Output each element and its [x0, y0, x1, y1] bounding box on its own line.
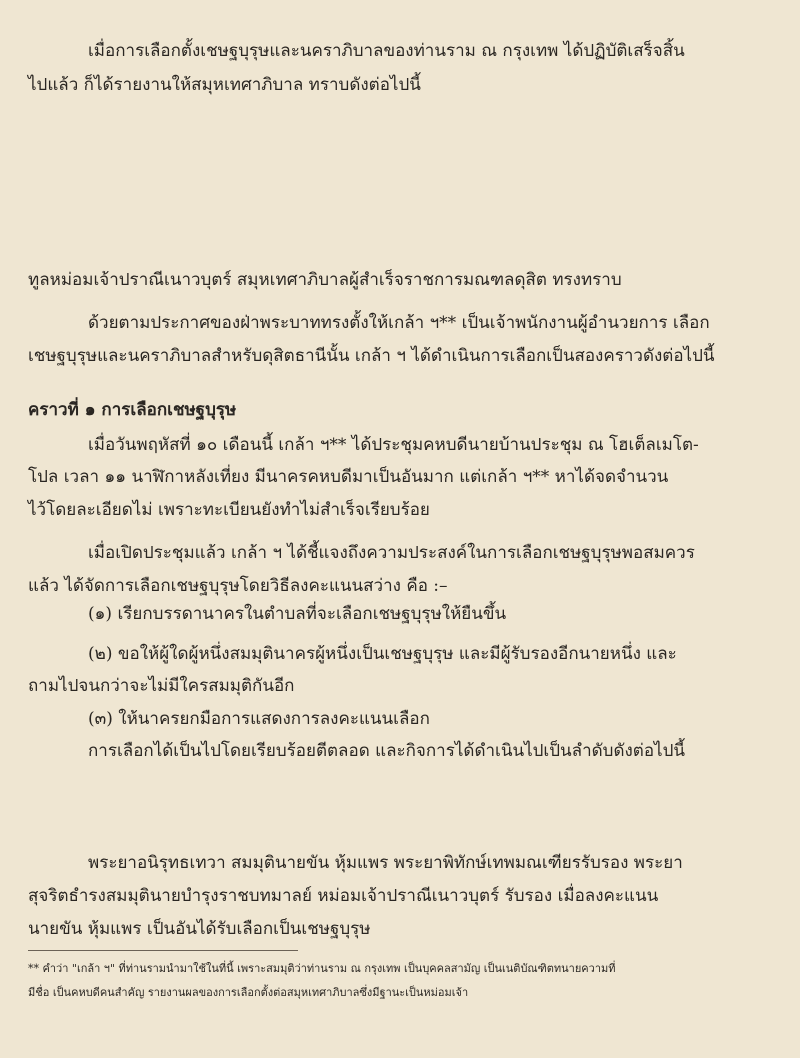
para1-line-1: ด้วยตามประกาศของฝ่าพระบาททรงตั้งให้เกล้า ฯ** เป็นเจ้าพนักงานผู้อำนวยการ เลือก — [88, 313, 710, 333]
step-2-line-1: (๒) ขอให้ผู้ใดผู้หนึ่งสมมุตินาครผู้หนึ่งเป็นเชษฐบุรุษ และมีผู้รับรองอีกนายหนึ่ง และ — [88, 644, 677, 664]
section2-heading — [0, 798, 800, 824]
step-2-line-2: ถามไปจนกว่าจะไม่มีใครสมมุติกันอีก — [28, 676, 295, 696]
report-address-2 — [0, 190, 800, 216]
report-date — [0, 229, 800, 255]
page-number — [0, 1022, 800, 1048]
para5-line-1: พระยาอนิรุทธเทวา สมมุตินายขัน หุ้มแพร พระยาพิทักษ์เทพมณเฑียรรับรอง พระยา — [88, 853, 683, 873]
step-1: (๑) เรียกบรรดานาครในตำบลที่จะเลือกเชษฐบุรุษให้ยืนขึ้น — [88, 604, 507, 624]
salutation: ทูลหม่อมเจ้าปราณีเนาวบุตร์ สมุหเทศาภิบาลผู้สำเร็จราชการมณฑลดุสิต ทรงทราบ — [28, 270, 622, 290]
para5-line-2: สุจริตธำรงสมมุตินายบำรุงราชบทมาลย์ หม่อมเจ้าปราณีเนาวบุตร์ รับรอง เมื่อลงคะแนน — [28, 886, 659, 906]
para2-line-3: ไว้โดยละเอียดไม่ เพราะทะเบียนยังทำไม่สำเร็จเรียบร้อย — [28, 500, 430, 520]
intro-line-2: ไปแล้ว ก็ได้รายงานให้สมุหเทศาภิบาล ทราบดังต่อไปนี้ — [28, 75, 421, 95]
para3-line-2: แล้ว ได้จัดการเลือกเชษฐบุรุษโดยวิธีลงคะแนนสว่าง คือ :– — [28, 576, 448, 596]
intro-line-1: เมื่อการเลือกตั้งเชษฐบุรุษและนคราภิบาลของท่านราม ณ กรุงเทพ ได้ปฏิบัติเสร็จสิ้น — [88, 41, 685, 61]
para1-line-2: เชษฐบุรุษและนคราภิบาลสำหรับดุสิตธานีนั้น เกล้า ฯ ได้ดำเนินการเลือกเป็นสองคราวดังต่อไปนี้ — [28, 346, 715, 366]
para4: การเลือกได้เป็นไปโดยเรียบร้อยตีตลอด และกิจการได้ดำเนินไปเป็นลำดับดังต่อไปนี้ — [88, 741, 686, 761]
para2-line-1: เมื่อวันพฤหัสที่ ๑๐ เดือนนี้ เกล้า ฯ** ได้ประชุมคหบดีนายบ้านประชุม ณ โฮเต็ลเมโต- — [88, 435, 699, 455]
footnote-divider — [28, 950, 298, 951]
report-title — [0, 126, 800, 152]
para3-line-1: เมื่อเปิดประชุมแล้ว เกล้า ฯ ได้ชี้แจงถึงความประสงค์ในการเลือกเชษฐบุรุษพอสมควร — [88, 543, 695, 563]
para2-line-2: โปล เวลา ๑๑ นาฬิกาหลังเที่ยง มีนาครคหบดีมาเป็นอันมาก แต่เกล้า ฯ** หาได้จดจำนวน — [28, 467, 669, 487]
footnote-line-2: มีชื่อ เป็นคหบดีคนสำคัญ รายงานผลของการเลือกตั้งต่อสมุหเทศาภิบาลซึ่งมีฐานะเป็นหม่อมเจ้า — [28, 986, 469, 999]
report-address-1 — [0, 158, 800, 184]
footnote-line-1: ** คำว่า "เกล้า ฯ" ที่ท่านรามนำมาใช้ในที่นี้ เพราะสมมุติว่าท่านราม ณ กรุงเทพ เป็นบุคคลสามัญ เป็นเนติบัณฑิตทนายความที่ — [28, 962, 616, 975]
section1-heading: คราวที่ ๑ การเลือกเชษฐบุรุษ — [28, 400, 237, 420]
step-3: (๓) ให้นาครยกมือการแสดงการลงคะแนนเลือก — [88, 709, 430, 729]
para5-line-3: นายขัน หุ้มแพร เป็นอันได้รับเลือกเป็นเชษฐบุรุษ — [28, 919, 371, 939]
